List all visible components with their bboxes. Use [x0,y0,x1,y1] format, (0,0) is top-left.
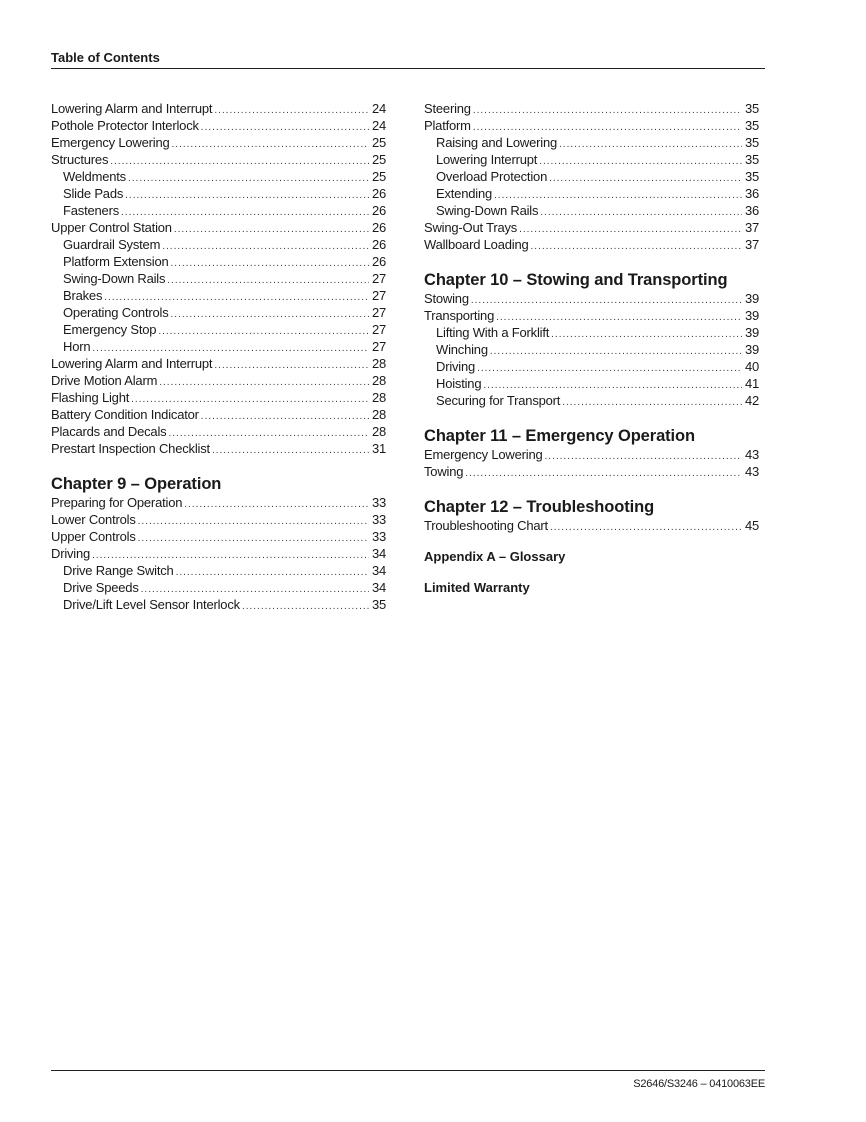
dot-leader [174,221,369,238]
toc-entry-title: Towing [424,464,464,479]
dot-leader [167,272,369,289]
footer-divider [51,1070,765,1071]
toc-entry-title: Driving [51,546,91,561]
dot-leader [138,530,369,547]
toc-entry-page: 40 [744,359,759,374]
chapter-heading[interactable]: Chapter 12 – Troubleshooting [424,498,655,516]
toc-entry-page: 37 [744,220,759,235]
dot-leader [162,238,369,255]
toc-entry-page: 36 [744,186,759,201]
toc-entry-title: Fasteners [63,203,120,218]
toc-entry-page: 35 [744,101,759,116]
toc-entry-title: Horn [63,339,91,354]
toc-entry-page: 25 [371,152,386,167]
dot-leader [176,564,369,581]
toc-entry-page: 35 [744,135,759,150]
dot-leader [159,374,369,391]
dot-leader [201,408,369,425]
toc-entry-title: Platform Extension [63,254,169,269]
dot-leader [540,204,742,221]
toc-entry-page: 26 [371,220,386,235]
toc-entry[interactable] [424,117,759,134]
dot-leader [519,221,742,238]
dot-leader [125,187,369,204]
toc-entry-title: Wallboard Loading [424,237,529,252]
toc-entry[interactable] [51,596,386,613]
dot-leader [201,119,369,136]
toc-entry-title: Extending [436,186,493,201]
toc-entry[interactable] [51,423,386,440]
toc-entry-title: Emergency Stop [63,322,157,337]
toc-entry-page: 43 [744,447,759,462]
toc-entry-page: 31 [371,441,386,456]
toc-entry-page: 24 [371,118,386,133]
toc-left-column [51,100,386,613]
toc-entry-title: Lowering Alarm and Interrupt [51,356,213,371]
toc-list [51,494,386,613]
toc-entry-page: 26 [371,254,386,269]
toc-entry-page: 28 [371,390,386,405]
toc-entry-page: 41 [744,376,759,391]
toc-entry-page: 28 [371,373,386,388]
toc-entry-page: 42 [744,393,759,408]
dot-leader [214,357,369,374]
toc-entry-title: Overload Protection [436,169,548,184]
toc-entry-page: 37 [744,237,759,252]
toc-entry[interactable] [424,185,759,202]
toc-entry-title: Winching [436,342,488,357]
toc-entry-title: Structures [51,152,109,167]
toc-entry-title: Lower Controls [51,512,136,527]
toc-entry[interactable] [51,270,386,287]
toc-entry-page: 28 [371,424,386,439]
toc-entry-page: 45 [744,518,759,533]
dot-leader [549,170,742,187]
toc-entry-page: 35 [744,169,759,184]
toc-entry[interactable] [424,236,759,253]
toc-list [424,100,759,253]
dot-leader [172,136,369,153]
toc-entry-page: 35 [744,118,759,133]
toc-entry[interactable] [51,202,386,219]
toc-entry[interactable] [51,579,386,596]
toc-entry[interactable] [424,358,759,375]
dot-leader [551,326,742,343]
toc-entry-page: 26 [371,237,386,252]
dot-leader [559,136,742,153]
toc-entry[interactable] [51,355,386,372]
toc-entry-title: Steering [424,101,471,116]
toc-entry-title: Swing-Out Trays [424,220,518,235]
toc-entry[interactable] [424,307,759,324]
toc-entry[interactable] [51,545,386,562]
toc-entry-title: Operating Controls [63,305,169,320]
toc-entry[interactable] [51,406,386,423]
toc-entry-page: 34 [371,546,386,561]
toc-entry[interactable] [51,253,386,270]
toc-entry-title: Prestart Inspection Checklist [51,441,210,456]
dot-leader [128,170,369,187]
toc-entry[interactable] [424,151,759,168]
toc-entry-page: 35 [371,597,386,612]
toc-entry-title: Hoisting [436,376,482,391]
toc-entry-title: Stowing [424,291,469,306]
toc-entry[interactable] [51,134,386,151]
toc-entry-page: 39 [744,342,759,357]
header-divider [51,68,765,69]
toc-entry[interactable] [51,338,386,355]
toc-entry-page: 39 [744,325,759,340]
toc-entry-title: Swing-Down Rails [63,271,166,286]
dot-leader [465,465,742,482]
toc-entry-page: 26 [371,186,386,201]
toc-entry[interactable] [51,372,386,389]
toc-entry-page: 28 [371,356,386,371]
toc-entry-page: 34 [371,580,386,595]
chapter-heading[interactable]: Chapter 10 – Stowing and Transporting [424,271,728,289]
dot-leader [212,442,369,459]
toc-entry-title: Swing-Down Rails [436,203,539,218]
toc-entry-title: Raising and Lowering [436,135,558,150]
dot-leader [531,238,742,255]
toc-entry[interactable] [424,100,759,117]
toc-entry-title: Lowering Alarm and Interrupt [51,101,213,116]
toc-entry-page: 25 [371,135,386,150]
toc-entry[interactable] [424,517,759,534]
toc-entry-page: 25 [371,169,386,184]
appendix-heading[interactable]: Appendix A – Glossary [424,549,566,564]
toc-entry-title: Platform [424,118,471,133]
toc-entry[interactable] [51,185,386,202]
toc-entry-title: Weldments [63,169,126,184]
toc-entry[interactable] [51,287,386,304]
toc-entry-title: Guardrail System [63,237,161,252]
toc-entry[interactable] [424,446,759,463]
dot-leader [138,513,369,530]
toc-entry[interactable] [51,151,386,168]
document-code: S2646/S3246 – 0410063EE [633,1078,765,1090]
toc-entry[interactable] [424,463,759,480]
toc-list [51,100,386,457]
toc-entry[interactable] [424,341,759,358]
toc-entry-title: Lifting With a Forklift [436,325,550,340]
toc-right-column [424,100,759,596]
dot-leader [477,360,742,377]
toc-entry-title: Brakes [63,288,103,303]
toc-entry-page: 35 [744,152,759,167]
warranty-heading[interactable]: Limited Warranty [424,580,530,595]
page-title: Table of Contents [51,50,160,65]
toc-entry[interactable] [51,117,386,134]
toc-entry-title: Drive Range Switch [63,563,174,578]
toc-entry-title: Driving [436,359,476,374]
toc-entry-title: Lowering Interrupt [436,152,538,167]
toc-entry-page: 36 [744,203,759,218]
chapter-heading[interactable]: Chapter 9 – Operation [51,475,222,493]
toc-entry[interactable] [424,134,759,151]
toc-entry-page: 24 [371,101,386,116]
toc-entry-title: Drive Speeds [63,580,139,595]
toc-entry[interactable] [51,562,386,579]
toc-entry-title: Upper Controls [51,529,136,544]
toc-entry-page: 39 [744,308,759,323]
dot-leader [171,306,369,323]
toc-entry-title: Emergency Lowering [424,447,543,462]
toc-entry-page: 27 [371,339,386,354]
toc-list [424,446,759,480]
toc-entry-page: 33 [371,512,386,527]
dot-leader [242,598,369,615]
dot-leader [184,496,369,513]
toc-entry[interactable] [51,219,386,236]
toc-entry-page: 27 [371,288,386,303]
toc-entry-page: 28 [371,407,386,422]
toc-entry-page: 26 [371,203,386,218]
toc-entry-title: Transporting [424,308,495,323]
toc-entry-page: 39 [744,291,759,306]
toc-entry-title: Preparing for Operation [51,495,183,510]
toc-entry-title: Pothole Protector Interlock [51,118,199,133]
toc-entry[interactable] [424,375,759,392]
toc-entry[interactable] [51,100,386,117]
dot-leader [471,292,742,309]
dot-leader [545,448,742,465]
toc-entry[interactable] [424,324,759,341]
toc-entry-page: 33 [371,529,386,544]
dot-leader [539,153,742,170]
dot-leader [158,323,369,340]
toc-entry-title: Flashing Light [51,390,130,405]
toc-entry-title: Placards and Decals [51,424,167,439]
toc-entry[interactable] [424,392,759,409]
toc-entry-title: Drive Motion Alarm [51,373,158,388]
toc-entry-title: Upper Control Station [51,220,172,235]
toc-entry-title: Emergency Lowering [51,135,170,150]
toc-entry-page: 27 [371,322,386,337]
dot-leader [110,153,369,170]
toc-entry[interactable] [424,168,759,185]
toc-entry-page: 43 [744,464,759,479]
toc-entry-title: Battery Condition Indicator [51,407,199,422]
toc-entry[interactable] [51,528,386,545]
toc-list [424,517,759,534]
toc-entry-page: 34 [371,563,386,578]
toc-entry[interactable] [51,511,386,528]
toc-entry[interactable] [51,168,386,185]
toc-entry-title: Drive/Lift Level Sensor Interlock [63,597,240,612]
dot-leader [550,519,742,536]
toc-entry[interactable] [51,236,386,253]
toc-entry[interactable] [51,494,386,511]
toc-entry-page: 27 [371,305,386,320]
toc-entry[interactable] [424,219,759,236]
toc-entry[interactable] [424,290,759,307]
dot-leader [473,102,742,119]
toc-entry[interactable] [424,202,759,219]
toc-entry[interactable] [51,389,386,406]
dot-leader [171,255,369,272]
dot-leader [490,343,742,360]
toc-entry[interactable] [51,304,386,321]
toc-entry-title: Slide Pads [63,186,124,201]
toc-list [424,290,759,409]
dot-leader [214,102,369,119]
toc-entry-title: Securing for Transport [436,393,561,408]
toc-entry[interactable] [51,440,386,457]
chapter-heading[interactable]: Chapter 11 – Emergency Operation [424,427,695,445]
dot-leader [562,394,742,411]
toc-entry-page: 27 [371,271,386,286]
toc-entry-title: Troubleshooting Chart [424,518,548,533]
toc-entry-page: 33 [371,495,386,510]
toc-entry[interactable] [51,321,386,338]
